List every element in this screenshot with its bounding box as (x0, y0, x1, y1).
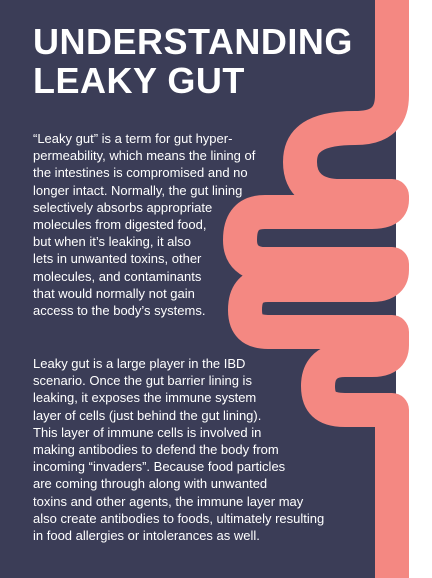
page-title: UNDERSTANDING LEAKY GUT (33, 21, 353, 101)
ibd-paragraph: Leaky gut is a large player in the IBD scenario. Once the gut barrier lining is leaking, it exposes the immune system layer of cells (just behind the gut lining). This layer of immune cells is involved in making antibodies to defend the body from incoming “invaders”. Because food particles are coming through along with unwanted toxins and other agents, the immune layer may also create antibodies to foods, ultimately resulting in food allergies or intolerances as well. (33, 356, 325, 544)
intro-paragraph: “Leaky gut” is a term for gut hyper- permeability, which means the lining of the intestines is compromised and no longer intact. Normally, the gut lining selectively absorbs appropriate molecules from digested food, but when it’s leaking, it also lets in unwanted toxins, other molecules, and contaminants that would normally not gain access to the body’s systems. (33, 131, 256, 319)
